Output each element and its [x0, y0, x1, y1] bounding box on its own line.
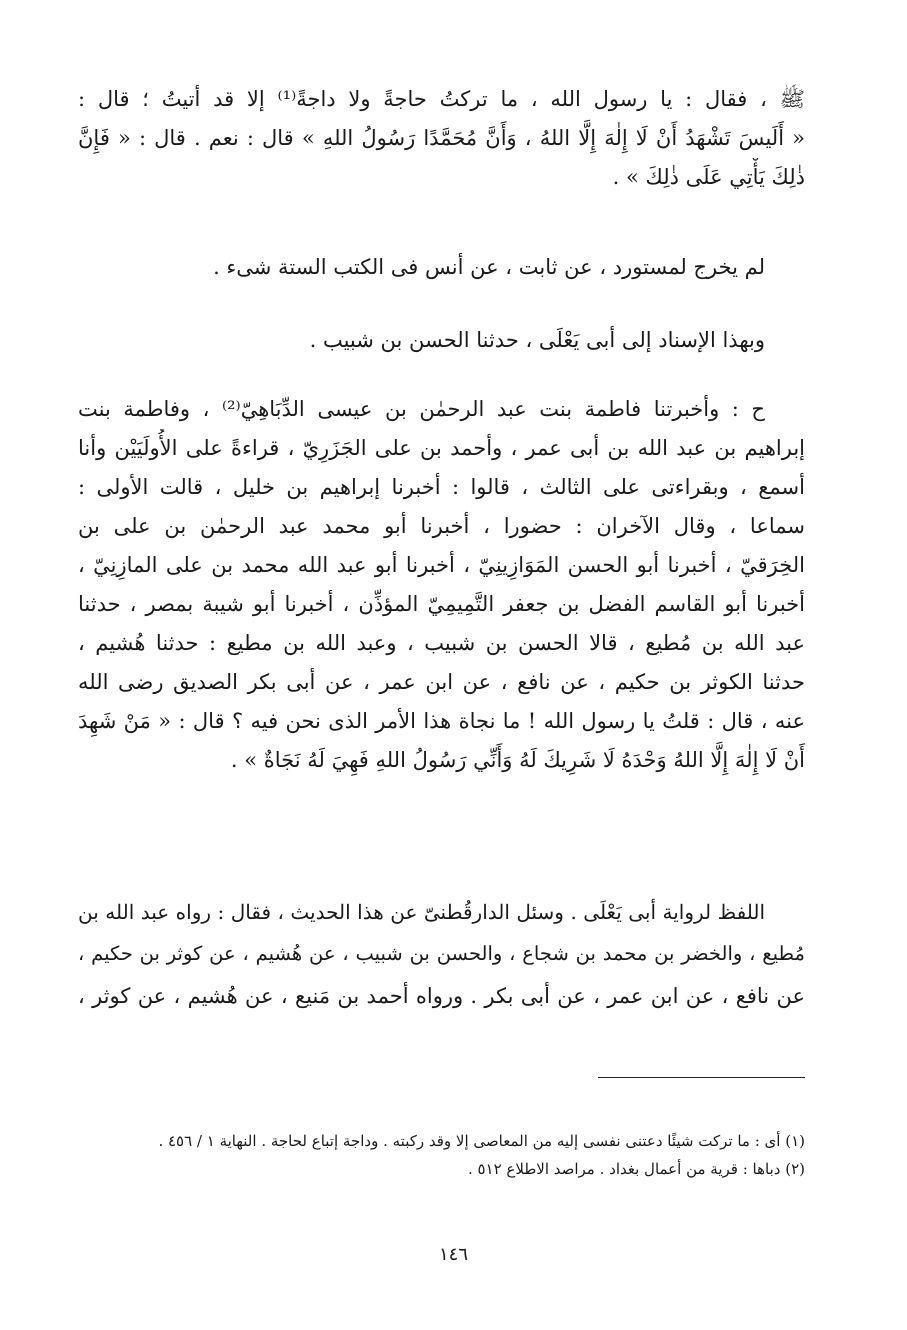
hadith-paragraph — [78, 390, 805, 780]
text-line: ذٰلِكَ يَأْتِي عَلَى ذٰلِكَ » . — [612, 165, 805, 189]
text-line: حدثنا الكوثر بن حكيم ، عن نافع ، عن ابن عمر ، عن أبى بكر الصديق رضى الله — [78, 670, 805, 694]
narration-note-paragraph — [78, 247, 805, 287]
footnote: (١) أى : ما تركت شيئًا دعتنى نفسى إليه من المعاصى إلا وقد ركبته . وداجة إتباع لحاجة . النهاية ١ / ٤٥٦ . — [158, 1132, 805, 1150]
hadith-continuation-paragraph — [78, 80, 805, 197]
isnad-paragraph — [78, 320, 805, 360]
text-line: اللفظ لرواية أبى يَعْلَى . وسئل الدارقُطنىّ عن هذا الحديث ، فقال : رواه عبد الله بن — [78, 900, 765, 924]
text-line: مُطيع ، والخضر بن محمد بن شجاع ، والحسن بن شبيب ، عن هُشيم ، عن كوثر بن حكيم ، — [78, 942, 805, 965]
text-line: عبد الله بن مُطيع ، قالا الحسن بن شبيب ، وعبد الله بن مطيع : حدثنا هُشيم ، — [78, 631, 805, 655]
text-line: عنه ، قال : قلتُ يا رسول الله ! ما نجاة هذا الأمر الذى نحن فيه ؟ قال : « مَنْ شَهِدَ — [78, 709, 805, 733]
text-line: وبهذا الإسناد إلى أبى يَعْلَى ، حدثنا الحسن بن شبيب . — [309, 328, 765, 352]
text-line: لم يخرج لمستورد ، عن ثابت ، عن أنس فى الكتب الستة شىء . — [213, 255, 765, 279]
footnote: (٢) دباها : قرية من أعمال بغداد . مراصد الاطلاع ٥١٢ . — [467, 1160, 805, 1178]
text-line: ﷺ ، فقال : يا رسول الله ، ما تركتُ حاجةً ولا داجةً⁽¹⁾ إلا قد أتيتُ ؛ قال : — [78, 87, 805, 111]
text-line: أخبرنا أبو القاسم الفضل بن جعفر التَّمِيمِيّ المؤذِّن ، أخبرنا أبو شيبة بمصر ، حدثنا — [78, 592, 805, 616]
footnotes — [78, 1127, 805, 1183]
text-line: أسمع ، وبقراءتى على الثالث ، قالوا : أخبرنا إبراهيم بن خليل ، قالت الأولى : — [78, 475, 805, 499]
text-line: أَنْ لَا إِلٰهَ إِلَّا اللهُ وَحْدَهُ لَا شَرِيكَ لَهُ وَأَنِّي رَسُولُ اللهِ فَهِيَ لَهُ نَجَاةٌ » . — [230, 748, 805, 772]
commentary-paragraph — [78, 891, 805, 1017]
text-line: سماعا ، وقال الآخران : حضورا ، أخبرنا أبو محمد عبد الرحمٰن بن على بن — [78, 514, 805, 538]
text-line: « أَلَيسَ تَشْهَدُ أَنْ لَا إِلٰهَ إِلَّا اللهُ ، وَأَنَّ مُحَمَّدًا رَسُولُ اللهِ » قال : نعم . قال : « فَإِنَّ — [78, 126, 805, 150]
text-line: إبراهيم بن عبد الله بن أبى عمر ، وأحمد بن على الجَزَرِيّ ، قراءةً على الأُولَيَيْن وأنا — [78, 436, 805, 460]
text-line: عن نافع ، عن ابن عمر ، عن أبى بكر . ورواه أحمد بن مَنيع ، عن هُشيم ، عن كوثر ، — [78, 984, 805, 1008]
page-number: ١٤٦ — [438, 1244, 468, 1265]
text-line: ح : وأخبرتنا فاطمة بنت عبد الرحمٰن بن عيسى الدِّبَاهِيّ⁽²⁾ ، وفاطمة بنت — [78, 397, 765, 421]
footnote-separator — [598, 1077, 805, 1078]
text-line: الخِرَقيّ ، أخبرنا أبو الحسن المَوَازِينِيّ ، أخبرنا أبو عبد الله محمد بن على المازِنِيّ ، — [78, 553, 805, 577]
